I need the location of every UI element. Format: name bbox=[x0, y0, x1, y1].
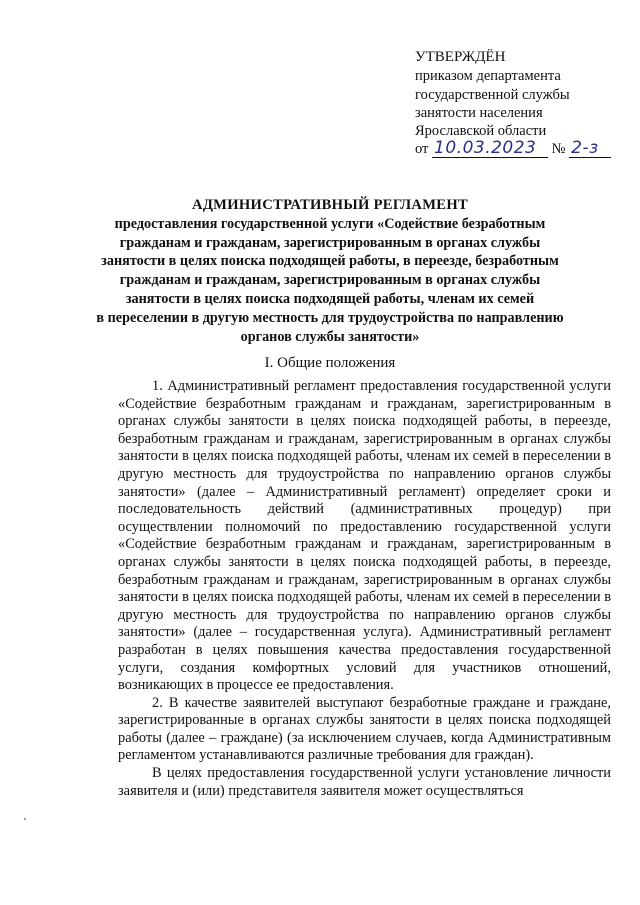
title-line: занятости в целях поиска подходящей работы, членам их семей bbox=[125, 290, 535, 307]
approval-line: занятости населения bbox=[415, 104, 543, 121]
title-main: АДМИНИСТРАТИВНЫЙ РЕГЛАМЕНТ bbox=[191, 197, 469, 213]
document-title bbox=[60, 196, 600, 346]
title-line: гражданам и гражданам, зарегистрированным в органах службы bbox=[119, 272, 541, 289]
approval-line: приказом департамента bbox=[415, 68, 561, 85]
title-line: занятости в целях поиска подходящей работы, в переезде, безработным bbox=[101, 253, 559, 270]
approval-line: государственной службы bbox=[415, 86, 570, 103]
handwritten-number: 2-з bbox=[571, 138, 599, 159]
scan-speck bbox=[24, 818, 26, 820]
approval-block bbox=[415, 48, 625, 159]
number-field bbox=[569, 140, 611, 158]
date-field bbox=[432, 140, 548, 158]
approval-date-line bbox=[415, 140, 625, 158]
title-line: гражданам и гражданам, зарегистрированным в органах службы bbox=[119, 234, 541, 251]
paragraph: 2. В качестве заявителей выступают безработные граждане и граждане, зарегистрированные в органах службы занятости в целях поиска подходящей работы (далее – граждане) (за исключением случаев, когда Административным регламентом устанавливаются различные требования для граждан). bbox=[118, 694, 611, 764]
approval-line: Ярославской области bbox=[415, 123, 547, 140]
number-prefix: № bbox=[551, 141, 566, 158]
handwritten-date: 10.03.2023 bbox=[434, 138, 537, 159]
approval-header: УТВЕРЖДЁН bbox=[415, 49, 506, 65]
body-text bbox=[118, 378, 611, 800]
paragraph: В целях предоставления государственной услуги установление личности заявителя и (или) представителя заявителя может осуществляться bbox=[118, 765, 611, 799]
section-heading: I. Общие положения bbox=[264, 355, 396, 371]
title-line: предоставления государственной услуги «Содействие безработным bbox=[114, 215, 546, 232]
title-line: органов службы занятости» bbox=[240, 328, 420, 345]
title-line: в переселении в другую местность для трудоустройства по направлению bbox=[96, 309, 564, 326]
date-prefix: от bbox=[415, 141, 429, 158]
paragraph: 1. Административный регламент предоставления государственной услуги «Содействие безработным гражданам и гражданам, зарегистрированным в органах службы занятости в целях поиска подходящей работы, в переезде, безработным гражданам и гражданам, зарегистрированным в органах службы занятости в целях поиска подходящей работы, членам их семей в переселении в другую местность для трудоустройства по направлению органов службы занятости» (далее – Административный регламент) определяет сроки и последовательность действий (административных процедур) при осуществлении полномочий по предоставлению государственной услуги «Содействие безработным гражданам и гражданам, зарегистрированным в органах службы занятости в целях поиска подходящей работы, в переезде, безработным гражданам и гражданам, зарегистрированным в органах службы занятости в целях поиска подходящей работы, членам их семей в переселении в другую местность для трудоустройства по направлению органов службы занятости» (далее – государственная услуга). Административный регламент разработан в целях повышения качества предоставления государственной услуги, создания комфортных условий для участников отношений, возникающих в процессе ее предоставления. bbox=[118, 378, 611, 694]
